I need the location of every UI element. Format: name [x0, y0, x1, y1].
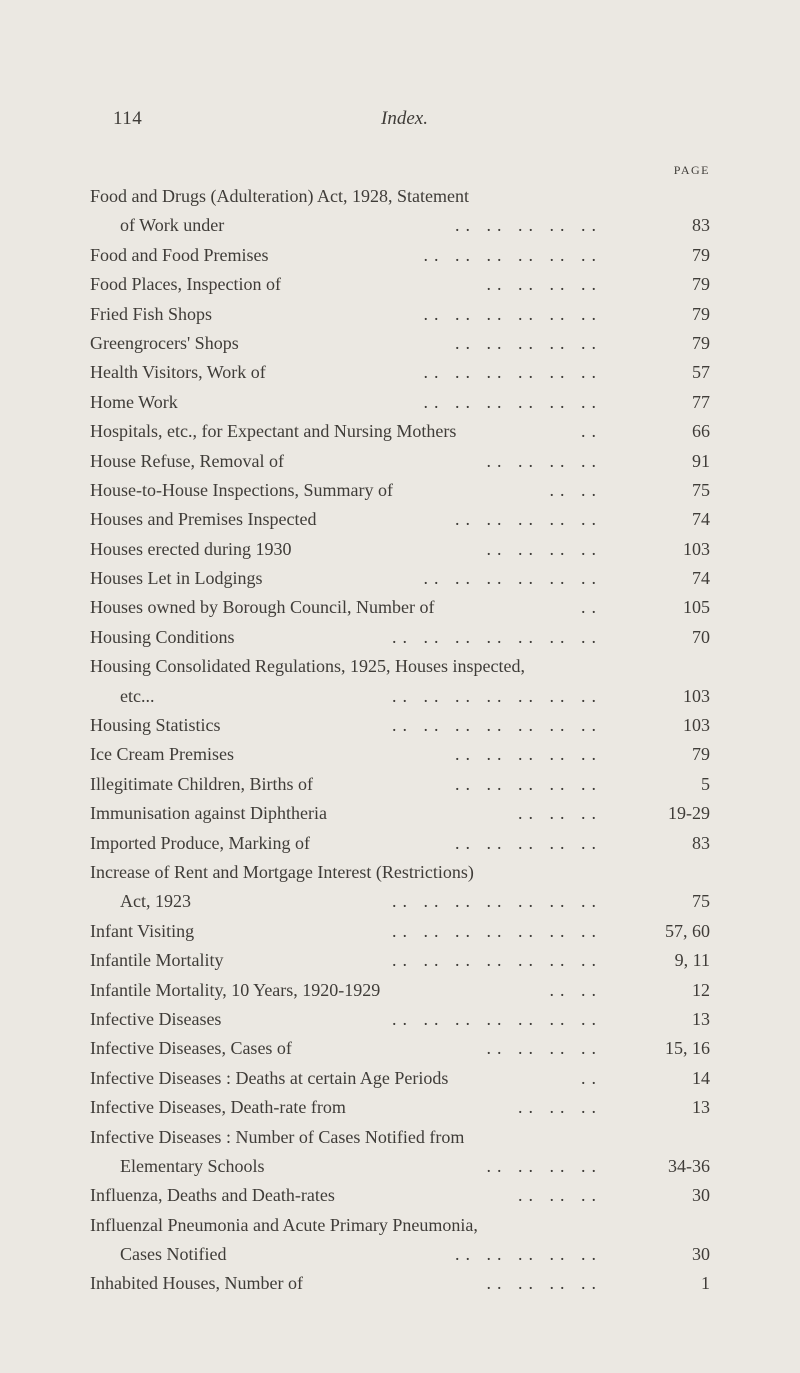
entry-text: Infective Diseases : Number of Cases Notified from	[90, 1126, 465, 1147]
entry-page-number: 103	[683, 685, 710, 706]
entry-page-number: 77	[692, 391, 710, 412]
entry-page-number: 74	[692, 568, 710, 589]
entry-page-number: 57, 60	[665, 920, 710, 941]
index-entry	[90, 241, 710, 270]
index-entry	[90, 946, 710, 975]
entry-text: Housing Conditions	[90, 626, 235, 647]
index-entry	[90, 829, 710, 858]
entry-page-number: 9, 11	[674, 950, 710, 971]
entry-page-number: 30	[692, 1185, 710, 1206]
entry-leader-dots: .. .. .. .. ..	[455, 832, 602, 853]
entry-leader-dots: .. ..	[549, 979, 602, 1000]
entry-leader-dots: .. .. .. ..	[486, 1273, 602, 1294]
entry-text: Illegitimate Children, Births of	[90, 773, 313, 794]
page-number: 114	[113, 108, 143, 129]
entry-page-number: 105	[683, 597, 710, 618]
entry-page-number: 1	[701, 1273, 710, 1294]
entry-text: Houses Let in Lodgings	[90, 568, 263, 589]
index-entry-heading	[90, 652, 710, 681]
index-entry	[90, 799, 710, 828]
entry-text: Houses and Premises Inspected	[90, 509, 317, 530]
index-entry	[90, 770, 710, 799]
index-entry	[90, 1240, 710, 1269]
entry-leader-dots: .. .. .. .. .. .. ..	[392, 715, 602, 736]
entry-page-number: 103	[683, 538, 710, 559]
entry-leader-dots: .. .. .. ..	[486, 538, 602, 559]
index-entries	[90, 182, 710, 1299]
entry-leader-dots: ..	[581, 597, 602, 618]
entry-page-number: 91	[692, 450, 710, 471]
index-entry	[90, 447, 710, 476]
entry-page-number: 14	[692, 1067, 710, 1088]
entry-text: Infantile Mortality, 10 Years, 1920-1929	[90, 979, 381, 1000]
entry-page-number: 103	[683, 715, 710, 736]
entry-leader-dots: .. .. .. .. .. .. ..	[392, 1008, 602, 1029]
entry-text: Food and Drugs (Adulteration) Act, 1928, Statement	[90, 186, 469, 206]
entry-leader-dots: .. .. .. .. ..	[455, 1244, 602, 1265]
entry-text: Ice Cream Premises	[90, 744, 234, 765]
entry-page-number: 19-29	[668, 803, 710, 824]
entry-page-number: 13	[692, 1008, 710, 1029]
entry-leader-dots: .. .. .. ..	[486, 1155, 602, 1176]
entry-page-number: 79	[692, 332, 710, 353]
index-entry	[90, 1034, 710, 1063]
entry-text: Health Visitors, Work of	[90, 362, 266, 383]
entry-leader-dots: .. .. .. .. .. .. ..	[392, 626, 602, 647]
entry-leader-dots: .. .. .. .. .. ..	[423, 303, 602, 324]
entry-page-number: 30	[692, 1244, 710, 1265]
entry-page-number: 75	[692, 479, 710, 500]
entry-leader-dots: ..	[581, 1067, 602, 1088]
entry-page-number: 66	[692, 421, 710, 442]
index-entry	[90, 682, 710, 711]
entry-leader-dots: .. .. .. .. .. .. ..	[392, 685, 602, 706]
entry-text: House-to-House Inspections, Summary of	[90, 479, 393, 500]
index-entry	[90, 211, 710, 240]
entry-leader-dots: .. .. .. .. .. ..	[423, 568, 602, 589]
entry-page-number: 57	[692, 362, 710, 383]
index-entry	[90, 476, 710, 505]
index-entry-heading	[90, 1123, 710, 1152]
entry-text: Cases Notified	[120, 1244, 227, 1265]
entry-text: Housing Statistics	[90, 715, 221, 736]
entry-leader-dots: .. .. .. .. .. .. ..	[392, 891, 602, 912]
entry-text: Fried Fish Shops	[90, 303, 213, 324]
entry-text: Infective Diseases : Deaths at certain Age Periods	[90, 1067, 449, 1088]
entry-leader-dots: .. .. .. .. .. ..	[423, 362, 602, 383]
index-entry	[90, 564, 710, 593]
index-entry	[90, 505, 710, 534]
entry-text: Food Places, Inspection of	[90, 274, 281, 295]
entry-text: Inhabited Houses, Number of	[90, 1273, 303, 1294]
entry-text: Greengrocers' Shops	[90, 332, 239, 353]
entry-page-number: 75	[692, 891, 710, 912]
index-entry	[90, 300, 710, 329]
index-entry	[90, 1152, 710, 1181]
entry-page-number: 74	[692, 509, 710, 530]
entry-leader-dots: ..	[581, 421, 602, 442]
entry-text: Home Work	[90, 391, 178, 412]
entry-text: of Work under	[120, 215, 225, 236]
index-entry	[90, 329, 710, 358]
index-entry	[90, 1005, 710, 1034]
entry-leader-dots: .. .. .. .. .. .. ..	[392, 920, 602, 941]
entry-text: Food and Food Premises	[90, 244, 269, 265]
entry-text: Immunisation against Diphtheria	[90, 803, 327, 824]
entry-leader-dots: .. .. .. ..	[486, 274, 602, 295]
entry-text: Infective Diseases	[90, 1008, 222, 1029]
entry-page-number: 12	[692, 979, 710, 1000]
entry-text: Elementary Schools	[120, 1155, 265, 1176]
entry-text: Hospitals, etc., for Expectant and Nursing Mothers	[90, 421, 457, 442]
index-entry	[90, 711, 710, 740]
index-entry	[90, 270, 710, 299]
entry-leader-dots: .. .. .. .. .. ..	[423, 244, 602, 265]
entry-text: House Refuse, Removal of	[90, 450, 284, 471]
entry-text: Infective Diseases, Cases of	[90, 1038, 292, 1059]
entry-leader-dots: .. .. .. .. ..	[455, 773, 602, 794]
entry-page-number: 79	[692, 303, 710, 324]
entry-leader-dots: .. .. .. .. ..	[455, 215, 602, 236]
entry-text: Houses owned by Borough Council, Number of	[90, 597, 435, 618]
index-entry-heading	[90, 1211, 710, 1240]
entry-text: Infantile Mortality	[90, 950, 224, 971]
index-entry	[90, 535, 710, 564]
entry-text: Influenza, Deaths and Death-rates	[90, 1185, 335, 1206]
entry-page-number: 15, 16	[665, 1038, 710, 1059]
running-title: Index.	[381, 108, 428, 129]
index-entry	[90, 740, 710, 769]
entry-page-number: 79	[692, 744, 710, 765]
entry-text: Influenzal Pneumonia and Acute Primary Pneumonia,	[90, 1214, 478, 1235]
index-entry-heading	[90, 858, 710, 887]
entry-text: Housing Consolidated Regulations, 1925, Houses inspected,	[90, 656, 525, 677]
entry-leader-dots: .. .. ..	[518, 1185, 602, 1206]
index-entry	[90, 1064, 710, 1093]
index-entry	[90, 1181, 710, 1210]
entry-page-number: 79	[692, 274, 710, 295]
index-entry	[90, 417, 710, 446]
index-entry	[90, 917, 710, 946]
entry-text: Increase of Rent and Mortgage Interest (Restrictions)	[90, 861, 474, 882]
page-header	[90, 108, 710, 138]
entry-page-number: 5	[701, 773, 710, 794]
index-entry	[90, 976, 710, 1005]
entry-leader-dots: .. .. .. .. .. ..	[423, 391, 602, 412]
entry-page-number: 83	[692, 215, 710, 236]
entry-leader-dots: .. ..	[549, 479, 602, 500]
entry-text: Imported Produce, Marking of	[90, 832, 310, 853]
entry-leader-dots: .. .. .. .. ..	[455, 509, 602, 530]
index-entry-heading	[90, 182, 710, 211]
index-entry	[90, 1093, 710, 1122]
index-entry	[90, 593, 710, 622]
index-entry	[90, 1269, 710, 1298]
entry-page-number: 79	[692, 244, 710, 265]
entry-leader-dots: .. .. .. ..	[486, 450, 602, 471]
entry-page-number: 34-36	[668, 1155, 710, 1176]
entry-leader-dots: .. .. ..	[518, 803, 602, 824]
page-column-heading: PAGE	[673, 163, 710, 177]
entry-text: Infective Diseases, Death-rate from	[90, 1097, 346, 1118]
index-entry	[90, 388, 710, 417]
entry-page-number: 70	[692, 626, 710, 647]
entry-page-number: 13	[692, 1097, 710, 1118]
entry-leader-dots: .. .. .. .. ..	[455, 744, 602, 765]
entry-text: Houses erected during 1930	[90, 538, 292, 559]
entry-page-number: 83	[692, 832, 710, 853]
entry-text: Infant Visiting	[90, 920, 195, 941]
entry-leader-dots: .. .. ..	[518, 1097, 602, 1118]
index-entry	[90, 358, 710, 387]
index-entry	[90, 887, 710, 916]
entry-leader-dots: .. .. .. .. .. .. ..	[392, 950, 602, 971]
index-entry	[90, 623, 710, 652]
entry-leader-dots: .. .. .. .. ..	[455, 332, 602, 353]
entry-leader-dots: .. .. .. ..	[486, 1038, 602, 1059]
entry-text: etc...	[120, 685, 155, 706]
entry-text: Act, 1923	[120, 891, 191, 912]
